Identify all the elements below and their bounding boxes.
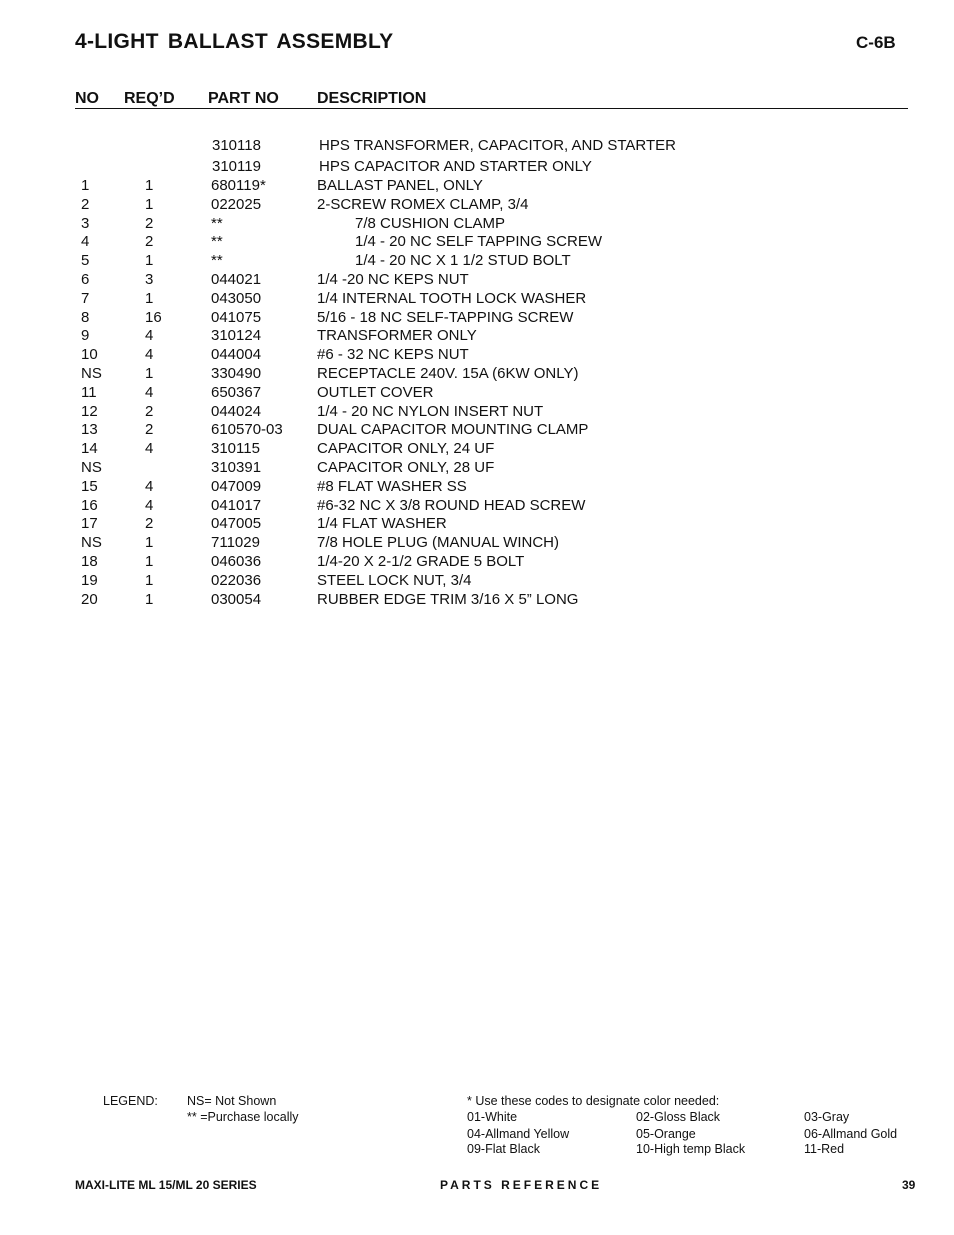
part-description: 5/16 - 18 NC SELF-TAPPING SCREW: [317, 308, 574, 326]
quantity-required: 2: [145, 402, 154, 420]
color-code: 06-Allmand Gold: [804, 1127, 898, 1141]
item-number: NS: [81, 534, 102, 552]
part-description: CAPACITOR ONLY, 24 UF: [317, 440, 495, 458]
quantity-required: 4: [145, 327, 154, 345]
item-number: 17: [81, 515, 98, 533]
table-row: [0, 309, 954, 328]
item-number: 16: [81, 496, 98, 514]
quantity-required: 4: [145, 346, 154, 364]
part-description: CAPACITOR ONLY, 28 UF: [317, 458, 495, 476]
color-code: 03-Gray: [804, 1110, 850, 1124]
part-description: 1/4 - 20 NC SELF TAPPING SCREW: [355, 233, 603, 251]
part-number: 650367: [211, 383, 262, 401]
part-number: 330490: [211, 364, 262, 382]
part-number: 043050: [211, 289, 262, 307]
quantity-required: 1: [145, 571, 154, 589]
item-number: 14: [81, 440, 98, 458]
table-row: [0, 440, 954, 459]
legend-purchase: ** =Purchase locally: [187, 1110, 299, 1124]
part-number: 310118: [212, 137, 261, 154]
table-row: [0, 290, 954, 309]
part-number: 047009: [211, 477, 262, 495]
item-number: 11: [81, 383, 97, 401]
color-code: 10-High temp Black: [636, 1142, 746, 1156]
part-description: DUAL CAPACITOR MOUNTING CLAMP: [317, 421, 589, 439]
quantity-required: 1: [145, 534, 154, 552]
item-number: 2: [81, 195, 90, 213]
page-number: 39: [902, 1178, 916, 1192]
parts-table: [0, 136, 954, 609]
item-number: 1: [81, 177, 90, 194]
part-number: 610570-03: [211, 421, 283, 439]
part-description: #8 FLAT WASHER SS: [317, 477, 467, 495]
table-row: [0, 346, 954, 365]
table-row: [0, 459, 954, 478]
part-description: OUTLET COVER: [317, 383, 434, 401]
quantity-required: 2: [145, 421, 154, 439]
part-description: 1/4 - 20 NC NYLON INSERT NUT: [317, 402, 544, 420]
table-row: [0, 534, 954, 553]
part-number: 041017: [211, 496, 262, 514]
table-row: [0, 271, 954, 290]
color-code: 02-Gloss Black: [636, 1110, 721, 1124]
item-number: 8: [81, 308, 90, 326]
part-number: **: [211, 214, 223, 232]
part-description: 7/8 CUSHION CLAMP: [355, 214, 506, 232]
part-description: #6-32 NC X 3/8 ROUND HEAD SCREW: [317, 496, 586, 514]
legend-label: LEGEND:: [103, 1094, 158, 1108]
table-row: [0, 233, 954, 252]
part-description: 1/4 -20 NC KEPS NUT: [317, 270, 469, 288]
table-row: [0, 327, 954, 346]
table-row: [0, 553, 954, 572]
part-number: 022025: [211, 195, 262, 213]
table-row: [0, 136, 954, 157]
quantity-required: 4: [145, 383, 154, 401]
part-description: 1/4 INTERNAL TOOTH LOCK WASHER: [317, 289, 587, 307]
quantity-required: 1: [145, 590, 154, 608]
color-code-note: * Use these codes to designate color needed:: [467, 1094, 720, 1108]
part-number: 310119: [212, 157, 261, 175]
part-number: 022036: [211, 571, 262, 589]
table-row: [0, 515, 954, 534]
part-description: TRANSFORMER ONLY: [317, 327, 477, 345]
item-number: NS: [81, 458, 102, 476]
part-number: 044024: [211, 402, 262, 420]
table-row: [0, 497, 954, 516]
part-description: RUBBER EDGE TRIM 3/16 X 5” LONG: [317, 590, 579, 608]
quantity-required: 1: [145, 289, 154, 307]
part-number: **: [211, 233, 223, 251]
part-description: #6 - 32 NC KEPS NUT: [317, 346, 469, 364]
table-row: [0, 403, 954, 422]
quantity-required: 2: [145, 515, 154, 533]
footer-series: MAXI-LITE ML 15/ML 20 SERIES: [75, 1178, 257, 1192]
part-number: **: [211, 252, 223, 270]
item-number: 20: [81, 590, 98, 608]
table-row: [0, 157, 954, 178]
part-description: 7/8 HOLE PLUG (MANUAL WINCH): [317, 534, 559, 552]
quantity-required: 1: [145, 252, 154, 270]
part-description: 1/4-20 X 2-1/2 GRADE 5 BOLT: [317, 552, 525, 570]
table-row: [0, 421, 954, 440]
part-number: 046036: [211, 552, 262, 570]
page-title: 4-LIGHT BALLAST ASSEMBLY: [75, 30, 394, 53]
part-number: 711029: [211, 534, 260, 552]
item-number: 12: [81, 402, 98, 420]
part-number: 310124: [211, 327, 262, 345]
part-number: 310115: [211, 440, 260, 458]
part-number: 047005: [211, 515, 262, 533]
part-description: 2-SCREW ROMEX CLAMP, 3/4: [317, 195, 529, 213]
part-description: BALLAST PANEL, ONLY: [317, 177, 483, 194]
quantity-required: 1: [145, 552, 154, 570]
item-number: 10: [81, 346, 98, 364]
column-header-req: REQ’D: [124, 90, 175, 107]
color-code: 01-White: [467, 1110, 518, 1124]
item-number: 15: [81, 477, 98, 495]
item-number: 7: [81, 289, 90, 307]
column-header-no: NO: [75, 90, 99, 107]
part-description: 1/4 FLAT WASHER: [317, 515, 447, 533]
item-number: 9: [81, 327, 90, 345]
quantity-required: 4: [145, 477, 154, 495]
section-code: C-6B: [856, 33, 896, 52]
table-row: [0, 252, 954, 271]
quantity-required: 2: [145, 233, 154, 251]
part-number: 030054: [211, 590, 262, 608]
quantity-required: 2: [145, 214, 154, 232]
quantity-required: 1: [145, 195, 154, 213]
part-number: 041075: [211, 308, 262, 326]
item-number: 18: [81, 552, 98, 570]
table-row: [0, 572, 954, 591]
column-header-part: PART NO: [208, 90, 279, 107]
part-description: 1/4 - 20 NC X 1 1/2 STUD BOLT: [355, 252, 571, 270]
part-number: 044021: [211, 270, 262, 288]
part-description: STEEL LOCK NUT, 3/4: [317, 571, 472, 589]
legend-ns: NS= Not Shown: [187, 1094, 277, 1108]
part-description: HPS CAPACITOR AND STARTER ONLY: [319, 157, 592, 175]
item-number: 3: [81, 214, 90, 232]
item-number: 6: [81, 270, 90, 288]
quantity-required: 4: [145, 440, 154, 458]
part-description: RECEPTACLE 240V. 15A (6KW ONLY): [317, 364, 579, 382]
item-number: 19: [81, 571, 98, 589]
quantity-required: 16: [145, 308, 162, 326]
item-number: 5: [81, 252, 90, 270]
quantity-required: 1: [145, 177, 154, 194]
quantity-required: 3: [145, 270, 154, 288]
part-number: 310391: [211, 458, 262, 476]
table-row: [0, 215, 954, 234]
table-row: [0, 177, 954, 196]
table-row: [0, 365, 954, 384]
item-number: 13: [81, 421, 98, 439]
quantity-required: 1: [145, 364, 154, 382]
color-code: 11-Red: [804, 1142, 845, 1156]
part-number: 044004: [211, 346, 262, 364]
table-row: [0, 384, 954, 403]
color-code: 04-Allmand Yellow: [467, 1127, 570, 1141]
column-header-description: DESCRIPTION: [317, 90, 427, 107]
item-number: NS: [81, 364, 102, 382]
header-divider: [75, 108, 908, 109]
quantity-required: 4: [145, 496, 154, 514]
color-code: 05-Orange: [636, 1127, 696, 1141]
part-description: HPS TRANSFORMER, CAPACITOR, AND STARTER: [319, 137, 676, 154]
table-row: [0, 591, 954, 610]
table-row: [0, 196, 954, 215]
table-row: [0, 478, 954, 497]
item-number: 4: [81, 233, 90, 251]
color-code: 09-Flat Black: [467, 1142, 540, 1156]
footer-section: PARTS REFERENCE: [440, 1178, 603, 1192]
part-number: 680119*: [211, 177, 266, 194]
